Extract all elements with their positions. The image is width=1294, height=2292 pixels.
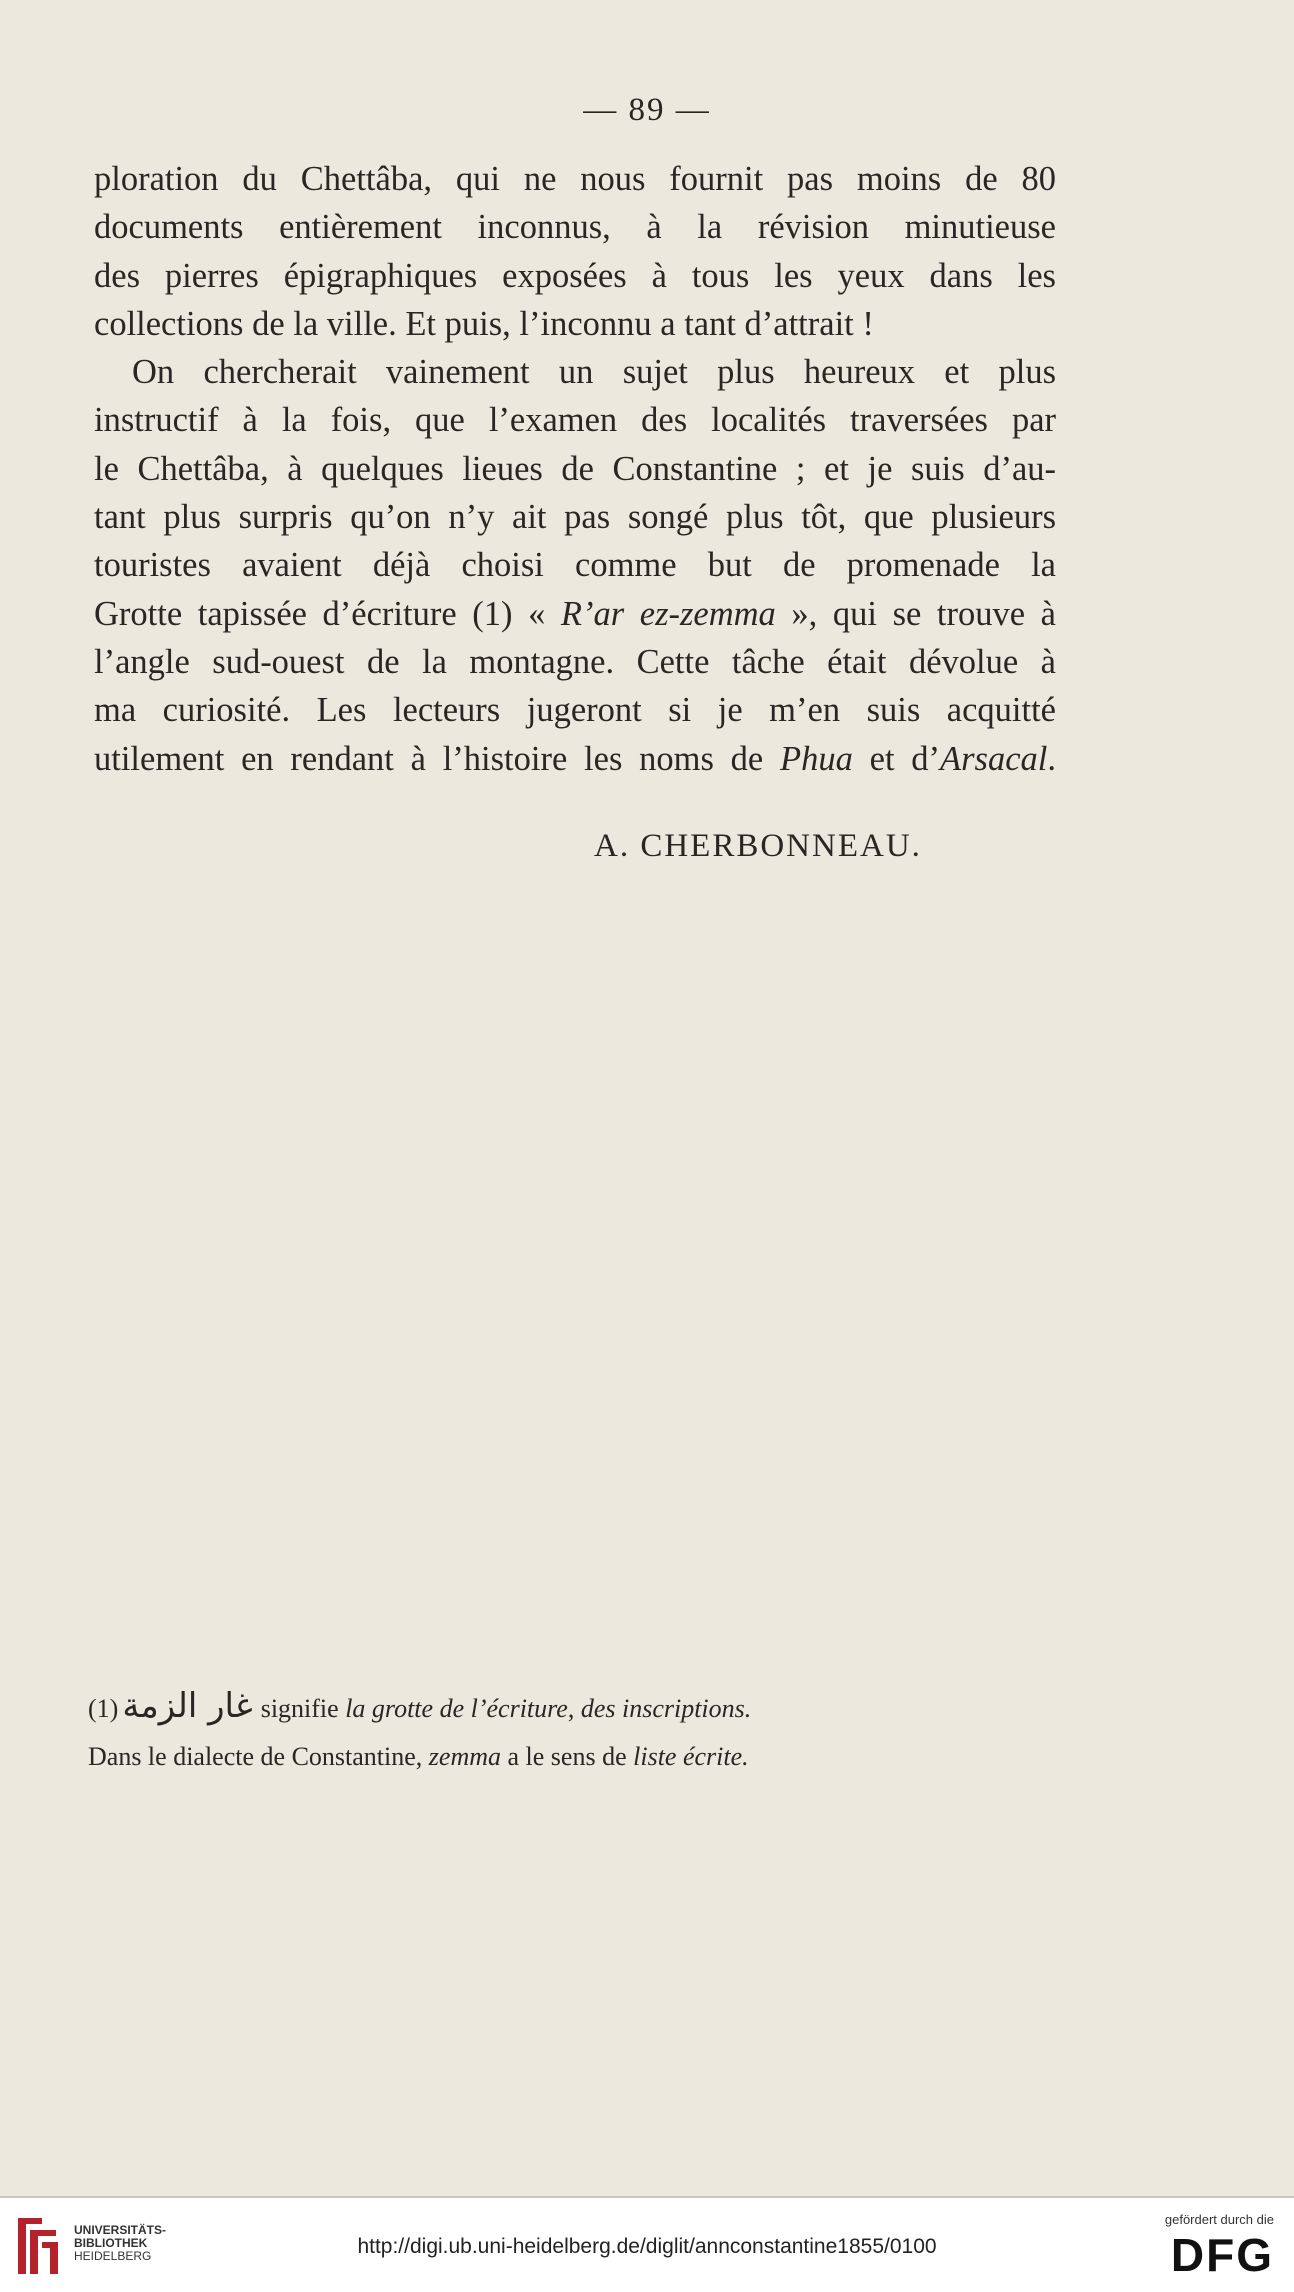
text-run: . [1047,739,1056,778]
paragraph1-line: documents entièrement inconnus, à la révision minutieuse [94,208,1056,247]
text-run: utilement en rendant à l’histoire les noms de [94,739,781,778]
text-run: , [567,1694,581,1723]
italic-text: des inscriptions. [580,1694,752,1723]
italic-place-name: R’ar ez-zemma [560,594,776,633]
paragraph2-line: instructif à la fois, que l’examen des localités traversées par [94,401,1056,440]
italic-name-phua: Phua [780,739,853,778]
paragraph2-line: l’angle sud-ouest de la montagne. Cette tâche était dévolue à [94,642,1056,681]
paragraph1-line: collections de la ville. Et puis, l’inconnu a tant d’attrait ! [94,304,874,343]
italic-name-arsacal: Arsacal [940,739,1048,778]
italic-text: liste écrite. [633,1742,749,1771]
footnote [88,1682,1058,1781]
sponsor-text: gefördert durch die [1164,2212,1274,2227]
italic-text: zemma [428,1742,501,1771]
text-run: », qui se trouve à [775,594,1056,633]
paragraph2-line: touristes avaient déjà choisi comme but de promenade la [94,546,1056,585]
paragraph1-line: ploration du Chettâba, qui ne nous fournit pas moins de 80 [94,160,1056,198]
paragraph2-line: On chercherait vainement un sujet plus heureux et plus [132,353,1056,392]
digitization-footer [0,2196,1294,2292]
footer-divider [0,2196,1294,2198]
body-text [94,155,1056,783]
text-run: Dans le dialecte de Constantine, [88,1742,429,1771]
paragraph1-line: des pierres épigraphiques exposées à tous les yeux dans les [94,256,1056,295]
text-run: signifie [260,1694,346,1723]
text-run: et d’ [852,739,941,778]
author-signature: A. CHERBONNEAU. [594,828,922,864]
text-run: Grotte tapissée d’écriture (1) « [94,594,561,633]
library-name-line: HEIDELBERG [74,2249,152,2263]
paragraph2-line: ma curiosité. Les lecteurs jugeront si je m’en suis acquitté [94,691,1056,730]
paragraph2-line [94,735,1056,783]
paragraph2-line: le Chettâba, à quelques lieues de Constantine ; et je suis d’au- [94,449,1056,488]
library-name-line: UNIVERSITÄTS- [74,2223,167,2237]
paragraph2-line [94,590,1056,638]
permalink-url[interactable]: http://digi.ub.uni-heidelberg.de/diglit/annconstantine1855/0100 [357,2235,937,2258]
footnote-line [88,1733,1058,1781]
dfg-logo: DFG [1170,2229,1274,2281]
page-number: — 89 — [583,92,711,128]
library-name-line: BIBLIOTHEK [74,2236,148,2250]
footnote-line [88,1682,1058,1733]
text-run: a le sens de [501,1742,634,1771]
italic-text: la grotte de l’écriture [345,1694,568,1723]
paragraph2-line: tant plus surpris qu’on n’y ait pas songé plus tôt, que plusieurs [94,498,1056,537]
sponsor [1124,2212,1274,2279]
footnote-marker: (1) [88,1694,119,1723]
arabic-term: غار الزمة [122,1686,253,1726]
